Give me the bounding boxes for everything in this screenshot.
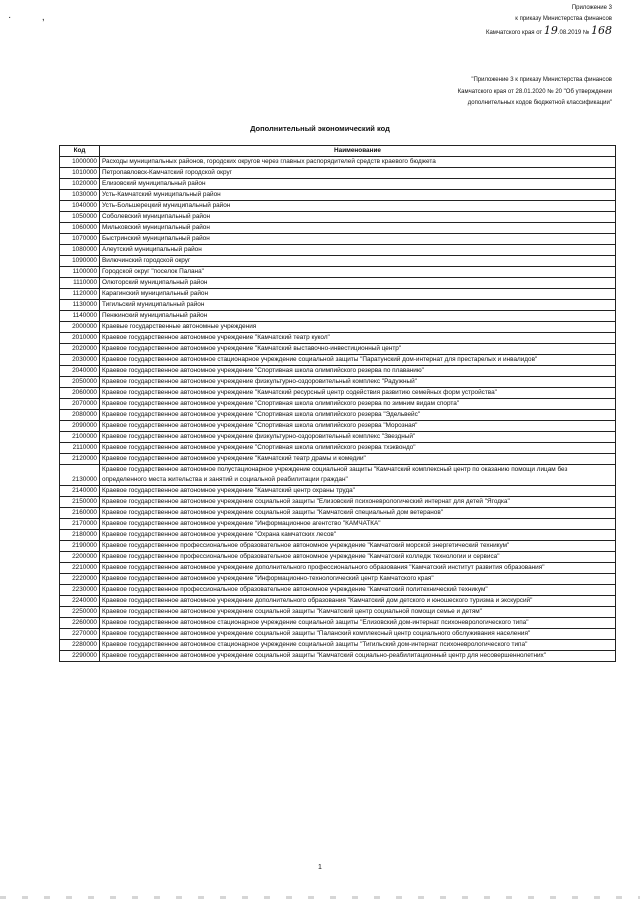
row-name: Расходы муниципальных районов, городских округов через главных распорядителей средств краевого бюджета bbox=[100, 157, 616, 168]
appendix-line: Приложение 3 bbox=[571, 5, 612, 11]
row-name: Краевое государственное автономное учреждение дополнительного профессионального образования "Камчатский институт развития образования" bbox=[100, 563, 616, 574]
quoted-line-2: Камчатского края от 28.01.2020 № 20 "Об утверждении bbox=[457, 88, 612, 95]
table-row bbox=[60, 421, 616, 432]
row-code: 2220000 bbox=[60, 574, 100, 585]
row-name: Краевое государственное автономное стационарное учреждение социальной защиты "Паратунский дом-интернат для престарелых и инвалидов" bbox=[100, 355, 616, 366]
row-name: Краевое государственное автономное учреждение "Спортивная школа олимпийского резерва "Эдельвейс" bbox=[100, 410, 616, 421]
row-code: 1030000 bbox=[60, 190, 100, 201]
table-row bbox=[60, 530, 616, 541]
table-row bbox=[60, 234, 616, 245]
row-code: 2060000 bbox=[60, 388, 100, 399]
row-code: 2020000 bbox=[60, 344, 100, 355]
row-name: Краевое государственное автономное стационарное учреждение социальной защиты "Тигильский дом-интернат психоневрологического типа" bbox=[100, 640, 616, 651]
row-code: 2260000 bbox=[60, 618, 100, 629]
row-name: Краевое государственное автономное учреждение "Камчатский театр кукол" bbox=[100, 333, 616, 344]
date-prefix: Камчатского края от bbox=[485, 30, 543, 36]
row-code: 2110000 bbox=[60, 443, 100, 454]
row-name: Краевое государственное автономное учреждение социальной защиты "Елизовский психоневрологический интернат для детей "Ягодка" bbox=[100, 497, 616, 508]
table-row bbox=[60, 388, 616, 399]
row-code: 1080000 bbox=[60, 245, 100, 256]
table-row bbox=[60, 267, 616, 278]
page-number: 1 bbox=[318, 864, 322, 871]
row-code: 1110000 bbox=[60, 278, 100, 289]
row-code: 1140000 bbox=[60, 311, 100, 322]
row-code: 2010000 bbox=[60, 333, 100, 344]
row-name: Краевое государственное автономное учреждение "Спортивная школа олимпийского резерва тхэквондо" bbox=[100, 443, 616, 454]
row-code: 2280000 bbox=[60, 640, 100, 651]
row-code: 2140000 bbox=[60, 486, 100, 497]
row-code: 2270000 bbox=[60, 629, 100, 640]
row-name: Краевое государственное автономное учреждение "Охрана камчатских лесов" bbox=[100, 530, 616, 541]
table-row bbox=[60, 311, 616, 322]
table-row bbox=[60, 344, 616, 355]
row-code: 2050000 bbox=[60, 377, 100, 388]
quoted-appendix-header bbox=[458, 75, 612, 110]
handwritten-day: 19 bbox=[543, 24, 558, 37]
row-name: Краевое государственное автономное учреждение "Камчатский театр драмы и комедии" bbox=[100, 454, 616, 465]
table-row bbox=[60, 256, 616, 267]
row-name: Усть-Камчатский муниципальный район bbox=[100, 190, 616, 201]
table-row bbox=[60, 300, 616, 311]
table-row bbox=[60, 640, 616, 651]
row-name: Краевое государственное автономное учреждение социальной защиты "Камчатский центр социальной помощи семье и детям" bbox=[100, 607, 616, 618]
table-row bbox=[60, 289, 616, 300]
table-row bbox=[60, 322, 616, 333]
table-row bbox=[60, 432, 616, 443]
row-code: 2290000 bbox=[60, 651, 100, 662]
row-code: 1070000 bbox=[60, 234, 100, 245]
row-name: Краевое государственное автономное учреждение "Камчатский ресурсный центр содействия развитию семейных форм устройства" bbox=[100, 388, 616, 399]
order-line: к приказу Министерства финансов bbox=[515, 16, 612, 22]
table-row bbox=[60, 201, 616, 212]
table-row bbox=[60, 596, 616, 607]
table-row bbox=[60, 585, 616, 596]
table-row bbox=[60, 508, 616, 519]
row-name: Олюторский муниципальный район bbox=[100, 278, 616, 289]
table-row bbox=[60, 651, 616, 662]
column-header-code: Код bbox=[60, 146, 100, 157]
row-code: 2130000 bbox=[60, 465, 100, 486]
row-name: Вилючинский городской округ bbox=[100, 256, 616, 267]
date-line bbox=[486, 25, 612, 39]
row-code: 1100000 bbox=[60, 267, 100, 278]
row-code: 2170000 bbox=[60, 519, 100, 530]
row-code: 2080000 bbox=[60, 410, 100, 421]
table-row bbox=[60, 486, 616, 497]
table-header-row bbox=[60, 146, 616, 157]
row-name: Карагинский муниципальный район bbox=[100, 289, 616, 300]
codes-table bbox=[59, 145, 616, 662]
row-code: 1050000 bbox=[60, 212, 100, 223]
row-name: Краевые государственные автономные учреждения bbox=[100, 322, 616, 333]
table-row bbox=[60, 629, 616, 640]
quoted-line-3: дополнительных кодов бюджетной классификации" bbox=[467, 100, 612, 106]
table-row bbox=[60, 443, 616, 454]
row-name: Краевое государственное автономное учреждение социальной защиты "Камчатский социально-реабилитационный центр для несовершеннолетних" bbox=[100, 651, 616, 662]
row-name: Краевое государственное автономное учреждение "Спортивная школа олимпийского резерва по зимним видам спорта" bbox=[100, 399, 616, 410]
row-code: 2090000 bbox=[60, 421, 100, 432]
table-row bbox=[60, 618, 616, 629]
table-row bbox=[60, 497, 616, 508]
row-name: Краевое государственное автономное учреждение "Информационное агентство "КАМЧАТКА" bbox=[100, 519, 616, 530]
row-name: Алеутский муниципальный район bbox=[100, 245, 616, 256]
row-name: Краевое государственное профессиональное образовательное автономное учреждение "Камчатский колледж технологии и сервиса" bbox=[100, 552, 616, 563]
quoted-line-1: "Приложение 3 к приказу Министерства финансов bbox=[471, 77, 612, 83]
table-row bbox=[60, 563, 616, 574]
table-row bbox=[60, 168, 616, 179]
table-row bbox=[60, 399, 616, 410]
table-row bbox=[60, 212, 616, 223]
table-row bbox=[60, 223, 616, 234]
row-name: Краевое государственное автономное учреждение дополнительного образования "Камчатский дом детского и юношеского туризма и экскурсий" bbox=[100, 596, 616, 607]
page-title: Дополнительный экономический код bbox=[250, 124, 390, 133]
table-row bbox=[60, 519, 616, 530]
scan-artifact bbox=[0, 896, 640, 899]
row-code: 1130000 bbox=[60, 300, 100, 311]
row-name: Краевое государственное профессиональное образовательное автономное учреждение "Камчатский морской энергетический техникум" bbox=[100, 541, 616, 552]
table-row bbox=[60, 190, 616, 201]
row-code: 1010000 bbox=[60, 168, 100, 179]
row-name: Краевое государственное автономное учреждение физкультурно-оздоровительный комплекс "Звездный" bbox=[100, 432, 616, 443]
table-row bbox=[60, 607, 616, 618]
row-code: 2040000 bbox=[60, 366, 100, 377]
table-row bbox=[60, 454, 616, 465]
table-row bbox=[60, 574, 616, 585]
table-row bbox=[60, 465, 616, 486]
row-name: Тигильский муниципальный район bbox=[100, 300, 616, 311]
row-code: 2070000 bbox=[60, 399, 100, 410]
row-name: Краевое государственное автономное полустационарное учреждение социальной защиты "Камчатский комплексный центр по оказанию помощи лицам без определенного места жительства и занятий и социальной реабилитации граждан" bbox=[100, 465, 616, 486]
row-code: 1040000 bbox=[60, 201, 100, 212]
row-name: Быстринский муниципальный район bbox=[100, 234, 616, 245]
table-row bbox=[60, 552, 616, 563]
appendix-header bbox=[486, 3, 612, 39]
row-code: 2100000 bbox=[60, 432, 100, 443]
row-name: Елизовский муниципальный район bbox=[100, 179, 616, 190]
row-code: 2210000 bbox=[60, 563, 100, 574]
table-row bbox=[60, 333, 616, 344]
row-code: 2000000 bbox=[60, 322, 100, 333]
row-code: 1090000 bbox=[60, 256, 100, 267]
row-name: Петропавловск-Камчатский городской округ bbox=[100, 168, 616, 179]
row-code: 2030000 bbox=[60, 355, 100, 366]
row-name: Краевое государственное автономное стационарное учреждение социальной защиты "Елизовский дом-интернат психоневрологического типа" bbox=[100, 618, 616, 629]
row-code: 1000000 bbox=[60, 157, 100, 168]
row-name: Пенжинский муниципальный район bbox=[100, 311, 616, 322]
table-row bbox=[60, 157, 616, 168]
row-code: 2250000 bbox=[60, 607, 100, 618]
row-code: 2240000 bbox=[60, 596, 100, 607]
row-name: Мильковский муниципальный район bbox=[100, 223, 616, 234]
row-code: 2120000 bbox=[60, 454, 100, 465]
table-row bbox=[60, 355, 616, 366]
row-code: 2190000 bbox=[60, 541, 100, 552]
row-name: Краевое государственное автономное учреждение социальной защиты "Паланский комплексный центр социального обслуживания населения" bbox=[100, 629, 616, 640]
row-name: Краевое государственное автономное учреждение "Спортивная школа олимпийского резерва по плаванию" bbox=[100, 366, 616, 377]
row-code: 1060000 bbox=[60, 223, 100, 234]
row-code: 2200000 bbox=[60, 552, 100, 563]
row-name: Усть-Большерецкий муниципальный район bbox=[100, 201, 616, 212]
row-name: Краевое государственное автономное учреждение "Спортивная школа олимпийского резерва "Морозная" bbox=[100, 421, 616, 432]
table-row bbox=[60, 366, 616, 377]
date-rest: .08.2019 № bbox=[557, 30, 590, 36]
scan-artifact: · , bbox=[8, 12, 45, 23]
table-row bbox=[60, 278, 616, 289]
row-code: 2150000 bbox=[60, 497, 100, 508]
table-row bbox=[60, 377, 616, 388]
row-name: Городской округ "поселок Палана" bbox=[100, 267, 616, 278]
row-name: Краевое государственное автономное учреждение "Камчатский выставочно-инвестиционный центр" bbox=[100, 344, 616, 355]
row-name: Краевое государственное автономное учреждение "Информационно-технологический центр Камчатского края" bbox=[100, 574, 616, 585]
row-name: Краевое государственное автономное учреждение физкультурно-оздоровительный комплекс "Радужный" bbox=[100, 377, 616, 388]
column-header-name: Наименование bbox=[100, 146, 616, 157]
row-code: 2160000 bbox=[60, 508, 100, 519]
table-row bbox=[60, 410, 616, 421]
row-name: Соболевский муниципальный район bbox=[100, 212, 616, 223]
row-code: 1120000 bbox=[60, 289, 100, 300]
handwritten-number: 168 bbox=[591, 24, 612, 37]
row-name: Краевое государственное автономное учреждение социальной защиты "Камчатский специальный дом ветеранов" bbox=[100, 508, 616, 519]
row-code: 2180000 bbox=[60, 530, 100, 541]
row-code: 1020000 bbox=[60, 179, 100, 190]
table-row bbox=[60, 245, 616, 256]
row-code: 2230000 bbox=[60, 585, 100, 596]
row-name: Краевое государственное автономное учреждение "Камчатский центр охраны труда" bbox=[100, 486, 616, 497]
table-row bbox=[60, 179, 616, 190]
table-row bbox=[60, 541, 616, 552]
row-name: Краевое государственное профессиональное образовательное автономное учреждение "Камчатский политехнический техникум" bbox=[100, 585, 616, 596]
